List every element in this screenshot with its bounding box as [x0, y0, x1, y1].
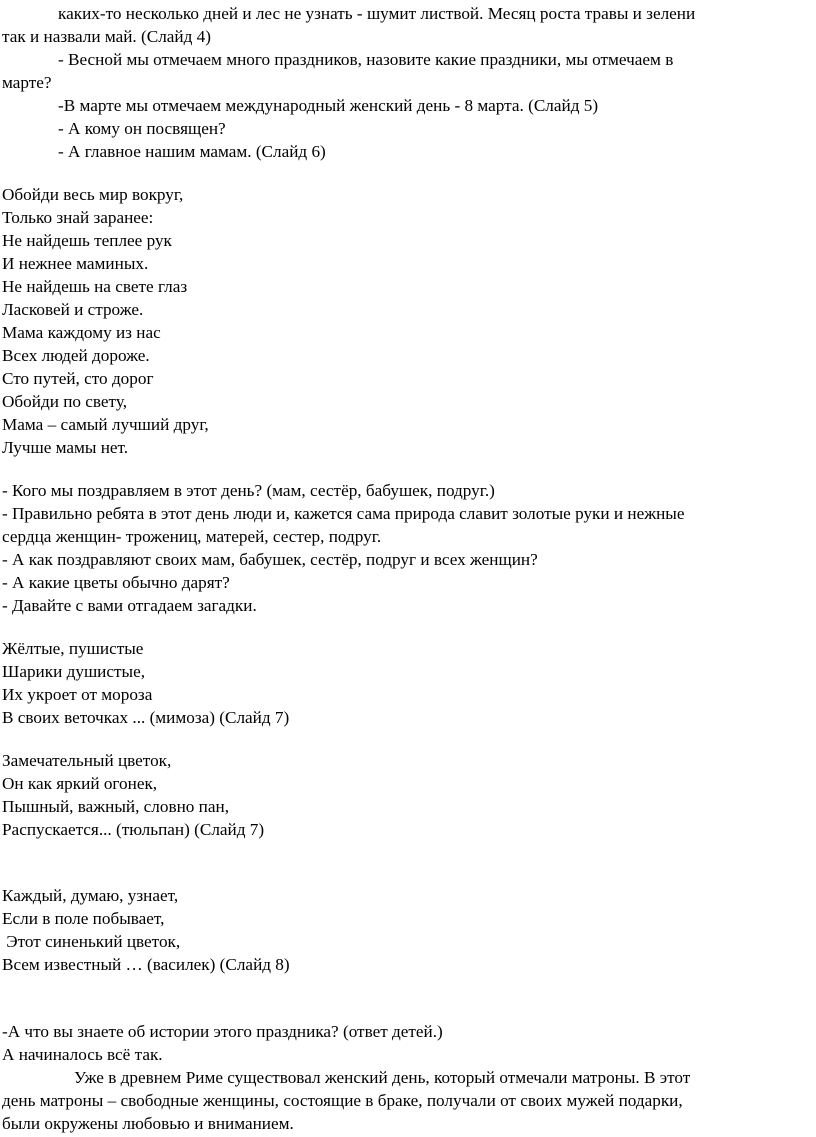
riddle-line: Распускается... (тюльпан) (Слайд 7)	[2, 820, 265, 839]
poem-line: Обойди по свету,	[2, 392, 128, 411]
text-line: - Кого мы поздравляем в этот день? (мам, сестёр, бабушек, подруг.)	[2, 481, 495, 500]
riddle-line: Этот синенький цветок,	[2, 932, 181, 951]
riddle-line: Он как яркий огонек,	[2, 774, 158, 793]
text-line: - А кому он посвящен?	[58, 119, 226, 138]
text-line: -В марте мы отмечаем международный женский день - 8 марта. (Слайд 5)	[58, 96, 599, 115]
poem-line: И нежнее маминых.	[2, 254, 149, 273]
poem-line: Не найдешь на свете глаз	[2, 277, 188, 296]
riddle-line: Если в поле побывает,	[2, 909, 165, 928]
poem-line: Обойди весь мир вокруг,	[2, 185, 184, 204]
poem-line: Лучше мамы нет.	[2, 438, 129, 457]
text-line: были окружены любовью и вниманием.	[2, 1114, 294, 1133]
poem-line: Ласковей и строже.	[2, 300, 144, 319]
text-line: - А как поздравляют своих мам, бабушек, сестёр, подруг и всех женщин?	[2, 550, 538, 569]
poem-line: Мама каждому из нас	[2, 323, 161, 342]
text-line: сердца женщин- трожениц, матерей, сестер, подруг.	[2, 527, 382, 546]
text-line: каких-то несколько дней и лес не узнать - шумит листвой. Месяц роста травы и зелени	[58, 4, 696, 23]
text-line: - Давайте с вами отгадаем загадки.	[2, 596, 257, 615]
text-line: Уже в древнем Риме существовал женский день, который отмечали матроны. В этот	[74, 1068, 691, 1087]
poem-line: Не найдешь теплее рук	[2, 231, 172, 250]
poem-line: Сто путей, сто дорог	[2, 369, 154, 388]
riddle-line: Шарики душистые,	[2, 662, 145, 681]
riddle-line: Каждый, думаю, узнает,	[2, 886, 179, 905]
text-line: - Весной мы отмечаем много праздников, назовите какие праздники, мы отмечаем в	[58, 50, 674, 69]
text-line: - Правильно ребята в этот день люди и, кажется сама природа славит золотые руки и нежные	[2, 504, 685, 523]
riddle-line: Их укроет от мороза	[2, 685, 153, 704]
text-line: - А какие цветы обычно дарят?	[2, 573, 230, 592]
riddle-line: Пышный, важный, словно пан,	[2, 797, 229, 816]
text-line: А начиналось всё так.	[2, 1045, 163, 1064]
poem-line: Мама – самый лучший друг,	[2, 415, 209, 434]
text-line: так и назвали май. (Слайд 4)	[2, 27, 211, 46]
riddle-line: В своих веточках ... (мимоза) (Слайд 7)	[2, 708, 290, 727]
text-line: день матроны – свободные женщины, состоящие в браке, получали от своих мужей подарки,	[2, 1091, 683, 1110]
text-line: -А что вы знаете об истории этого праздника? (ответ детей.)	[2, 1022, 443, 1041]
text-line: марте?	[2, 73, 52, 92]
poem-line: Только знай заранее:	[2, 208, 154, 227]
poem-line: Всех людей дороже.	[2, 346, 150, 365]
riddle-line: Всем известный … (василек) (Слайд 8)	[2, 955, 290, 974]
riddle-line: Жёлтые, пушистые	[2, 639, 144, 658]
riddle-line: Замечательный цветок,	[2, 751, 172, 770]
text-line: - А главное нашим мамам. (Слайд 6)	[58, 142, 326, 161]
